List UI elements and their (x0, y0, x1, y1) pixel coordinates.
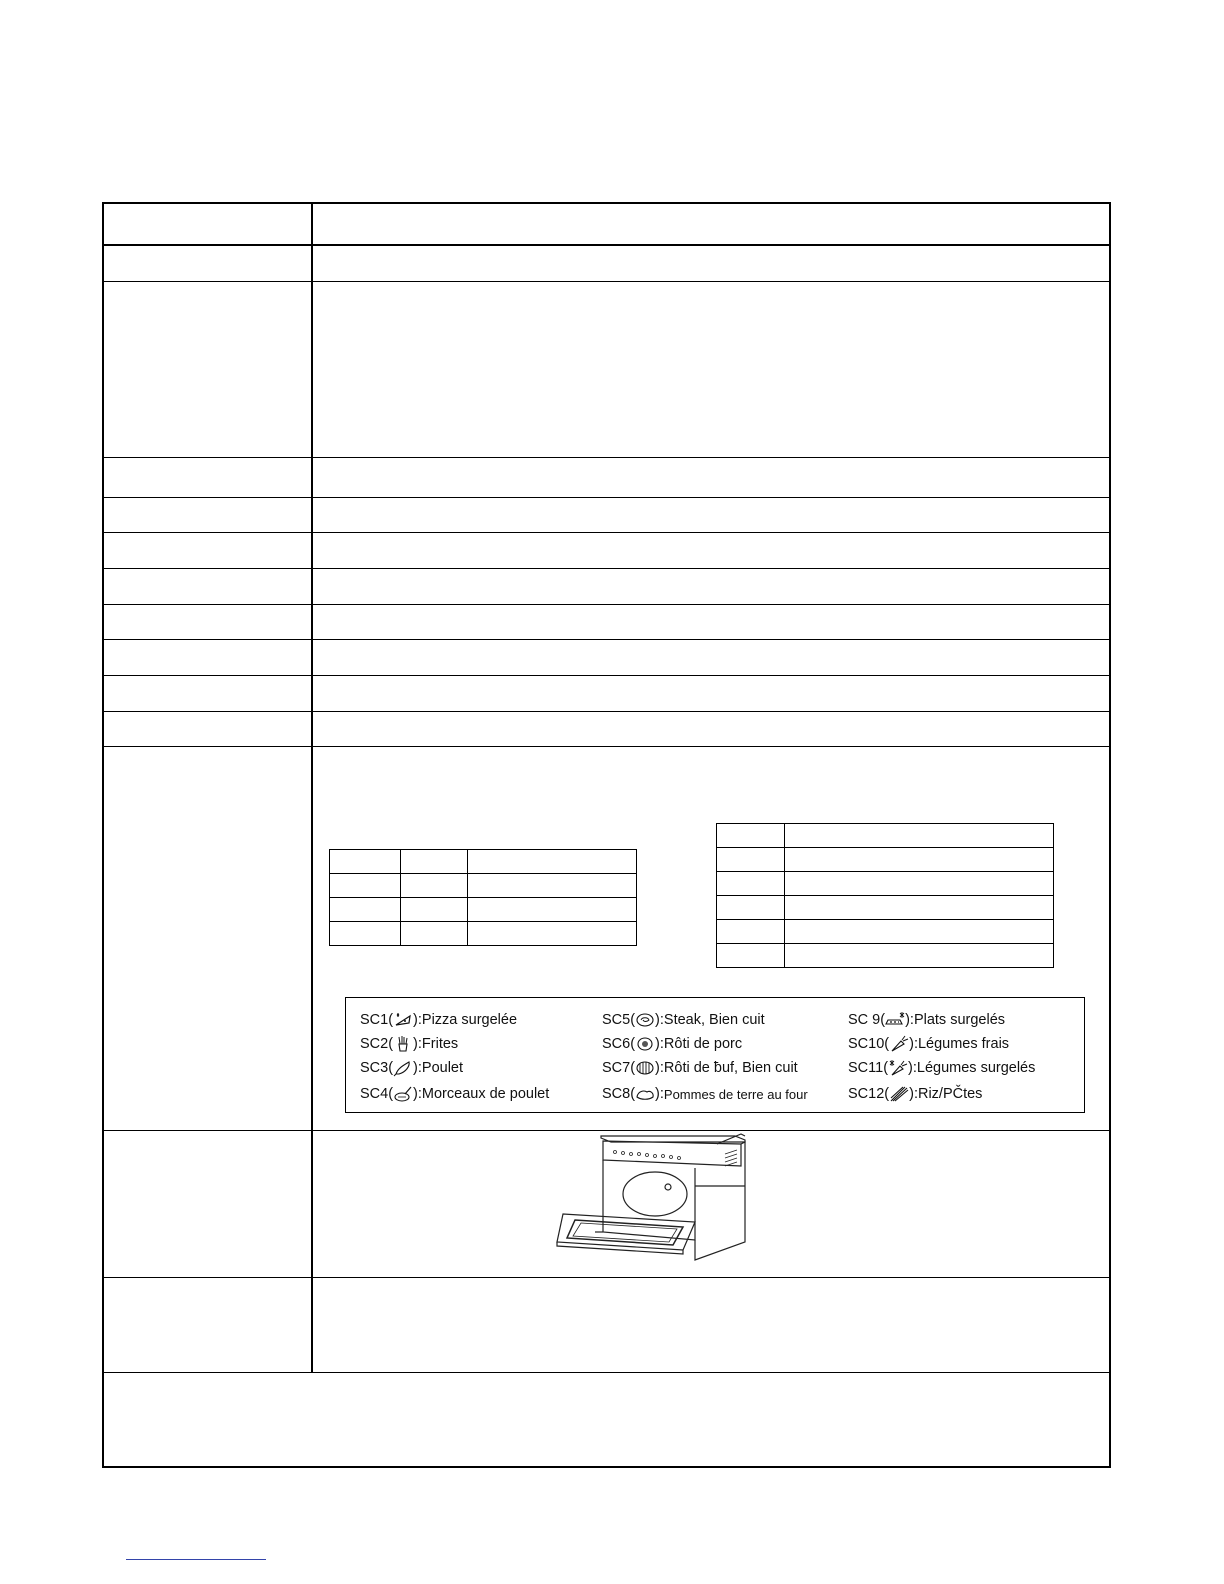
table-cell (467, 850, 636, 874)
legend-item (602, 1011, 765, 1029)
legend-suffix: ): (655, 1012, 664, 1028)
legend-label: Riz/PČtes (917, 1086, 983, 1102)
legend-item (848, 1059, 1035, 1077)
legend-code: SC10( (848, 1036, 890, 1052)
row-divider (102, 497, 1111, 498)
table-cell (784, 896, 1053, 920)
legend-code: SC 9( (848, 1012, 886, 1028)
steak-icon (635, 1011, 655, 1029)
table-cell (717, 944, 785, 968)
table-cell (717, 824, 785, 848)
sub-table-right (716, 823, 1054, 968)
pork-roast-icon (635, 1035, 655, 1053)
table-cell (330, 850, 401, 874)
legend-label: Rôti de ƀuf, Bien cuit (663, 1060, 798, 1076)
row-divider (102, 639, 1111, 640)
legend-code: SC2( (360, 1036, 394, 1052)
legend-label: Rôti de porc (663, 1036, 743, 1052)
legend-suffix: ): (908, 1060, 917, 1076)
legend-suffix: ): (413, 1086, 422, 1102)
legend-label: Légumes surgelés (916, 1060, 1036, 1076)
column-divider (311, 202, 313, 1372)
frozen-meal-icon (885, 1011, 905, 1029)
rice-pasta-icon (889, 1085, 909, 1103)
sub-table-left (329, 849, 637, 946)
legend-item (360, 1085, 549, 1103)
table-cell (784, 848, 1053, 872)
table-cell (330, 898, 401, 922)
table-cell (717, 872, 785, 896)
legend-suffix: ): (413, 1036, 422, 1052)
frozen-vegetables-icon (888, 1059, 908, 1077)
row-divider (102, 711, 1111, 712)
legend-suffix: ): (909, 1086, 918, 1102)
row-divider (102, 568, 1111, 569)
table-cell (467, 898, 636, 922)
legend-label: Poulet (421, 1060, 464, 1076)
legend-code: SC6( (602, 1036, 636, 1052)
legend-label: Légumes frais (917, 1036, 1010, 1052)
row-divider (102, 457, 1111, 458)
legend-item (602, 1059, 798, 1077)
legend-item (360, 1059, 463, 1077)
fries-icon (393, 1035, 413, 1053)
legend-label: Frites (421, 1036, 459, 1052)
row-divider (102, 1372, 1111, 1373)
legend-item (602, 1085, 808, 1103)
legend-item (360, 1011, 517, 1029)
legend-code: SC3( (360, 1060, 394, 1076)
table-cell (717, 920, 785, 944)
legend-item (848, 1011, 1005, 1029)
legend-code: SC1( (360, 1012, 394, 1028)
legend-item (360, 1035, 458, 1053)
table-cell (400, 850, 467, 874)
microwave-oven-open-door-icon (555, 1132, 750, 1272)
frozen-pizza-icon (393, 1011, 413, 1029)
row-divider (102, 244, 1111, 246)
legend-suffix: ): (655, 1036, 664, 1052)
row-divider (102, 281, 1111, 282)
legend-suffix: ): (413, 1012, 422, 1028)
legend-suffix: ): (413, 1060, 422, 1076)
table-cell (467, 922, 636, 946)
legend-code: SC8( (602, 1086, 636, 1102)
legend-label: Pizza surgelée (421, 1012, 518, 1028)
auto-cook-legend (345, 997, 1085, 1113)
table-cell (717, 896, 785, 920)
footer-link-underline (126, 1559, 266, 1560)
table-cell (400, 874, 467, 898)
row-divider (102, 746, 1111, 747)
table-cell (400, 898, 467, 922)
row-divider (102, 1130, 1111, 1131)
row-divider (102, 604, 1111, 605)
legend-label: Morceaux de poulet (421, 1086, 550, 1102)
chicken-pieces-icon (393, 1085, 413, 1103)
baked-potato-icon (635, 1085, 655, 1103)
legend-label: Plats surgelés (913, 1012, 1006, 1028)
fresh-vegetables-icon (889, 1035, 909, 1053)
beef-roast-icon (635, 1059, 655, 1077)
legend-item (848, 1085, 982, 1103)
legend-item (848, 1035, 1009, 1053)
legend-label: Steak, Bien cuit (663, 1012, 765, 1028)
legend-item (602, 1035, 742, 1053)
legend-label: Pommes de terre au four (663, 1086, 808, 1102)
table-cell (717, 848, 785, 872)
legend-code: SC4( (360, 1086, 394, 1102)
row-divider (102, 675, 1111, 676)
table-cell (784, 824, 1053, 848)
legend-suffix: ): (909, 1036, 918, 1052)
legend-code: SC7( (602, 1060, 636, 1076)
row-divider (102, 1277, 1111, 1278)
row-divider (102, 532, 1111, 533)
table-cell (400, 922, 467, 946)
legend-code: SC12( (848, 1086, 890, 1102)
table-cell (784, 944, 1053, 968)
legend-suffix: ): (655, 1060, 664, 1076)
table-cell (330, 874, 401, 898)
table-cell (467, 874, 636, 898)
legend-suffix: ): (905, 1012, 914, 1028)
legend-suffix: ): (655, 1086, 664, 1102)
legend-code: SC5( (602, 1012, 636, 1028)
chicken-icon (393, 1059, 413, 1077)
table-cell (330, 922, 401, 946)
table-cell (784, 920, 1053, 944)
legend-code: SC11( (848, 1060, 889, 1076)
table-cell (784, 872, 1053, 896)
